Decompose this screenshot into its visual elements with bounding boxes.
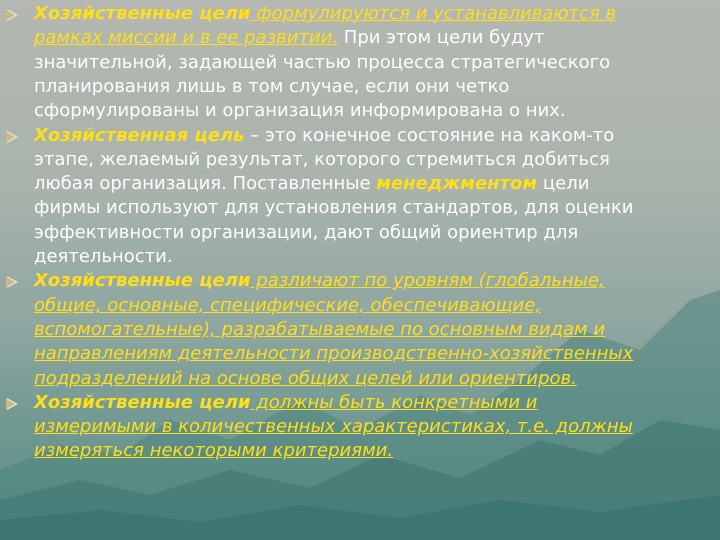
bullet-1-line — [34, 26, 544, 50]
body-text: – это конечное состояние на каком-то — [244, 124, 615, 146]
highlight-term: Хозяйственные цели — [34, 3, 251, 24]
bullet-1-line — [34, 2, 616, 26]
bullet-2-line — [34, 172, 589, 196]
bullet-2-line — [34, 148, 610, 172]
bullet-3-line — [34, 269, 605, 293]
body-text: планирования лишь в том случае, если они четко — [34, 75, 510, 97]
body-text: При этом цели будут — [338, 27, 545, 49]
highlight-term: менеджментом — [376, 173, 538, 195]
bullet-1-line — [34, 99, 566, 123]
bullet-2-line — [34, 245, 173, 269]
bullet-2-line — [34, 196, 633, 220]
bullet-4-line — [34, 415, 633, 439]
bullet-3-line — [34, 318, 605, 342]
highlight-term: Хозяйственные цели — [34, 270, 251, 292]
highlight-text: подразделений на основе общих целей или ориентиров. — [34, 367, 577, 389]
highlight-text: направлениям деятельности производственно-хозяйственных — [34, 343, 634, 365]
highlight-text: формулируются и устанавливаются в — [250, 3, 617, 24]
highlight-text: измеримыми в количественных характеристиках, т.е. должны — [34, 416, 633, 438]
body-text: деятельности. — [34, 246, 173, 267]
highlight-text: измеряться некоторыми критериями. — [34, 440, 394, 462]
bullet-2-line — [34, 124, 614, 148]
bullet-1-line — [34, 51, 610, 75]
bullet-icon — [7, 398, 18, 410]
bullet-1-line — [34, 75, 509, 99]
highlight-text: вспомогательные), разрабатываемые по основным видам и — [34, 318, 606, 340]
body-text: любая организация. Поставленные — [34, 173, 377, 195]
bullet-icon — [7, 9, 18, 21]
body-text: фирмы используют для установления стандартов, для оценки — [34, 197, 634, 219]
bullet-4-line — [34, 391, 537, 415]
bullet-4-line — [34, 439, 393, 463]
highlight-text: различают по уровням (глобальные, — [250, 270, 605, 292]
bullet-icon — [7, 276, 18, 288]
body-text: значительной, задающей частью процесса стратегического — [34, 51, 611, 73]
highlight-term: Хозяйственные цели — [34, 391, 251, 413]
highlight-text: должны быть конкретными и — [250, 391, 538, 413]
body-text: этапе, желаемый результат, которого стремиться добиться — [34, 148, 610, 170]
highlight-text: общие, основные, специфические, обеспечивающие, — [34, 294, 542, 316]
highlight-text: рамках миссии и в ее развитии. — [34, 27, 339, 49]
body-text: сформулированы и организация информирована о них. — [34, 100, 566, 122]
body-text: цели — [537, 173, 590, 195]
bullet-3-line — [34, 367, 577, 391]
body-text: эффективности организации, дают общий ориентир для — [34, 221, 579, 243]
bullet-icon — [7, 131, 18, 143]
bullet-2-line — [34, 221, 578, 245]
bullet-3-line — [34, 294, 541, 318]
highlight-term: Хозяйственная цель — [34, 124, 245, 146]
bullet-3-line — [34, 342, 633, 366]
